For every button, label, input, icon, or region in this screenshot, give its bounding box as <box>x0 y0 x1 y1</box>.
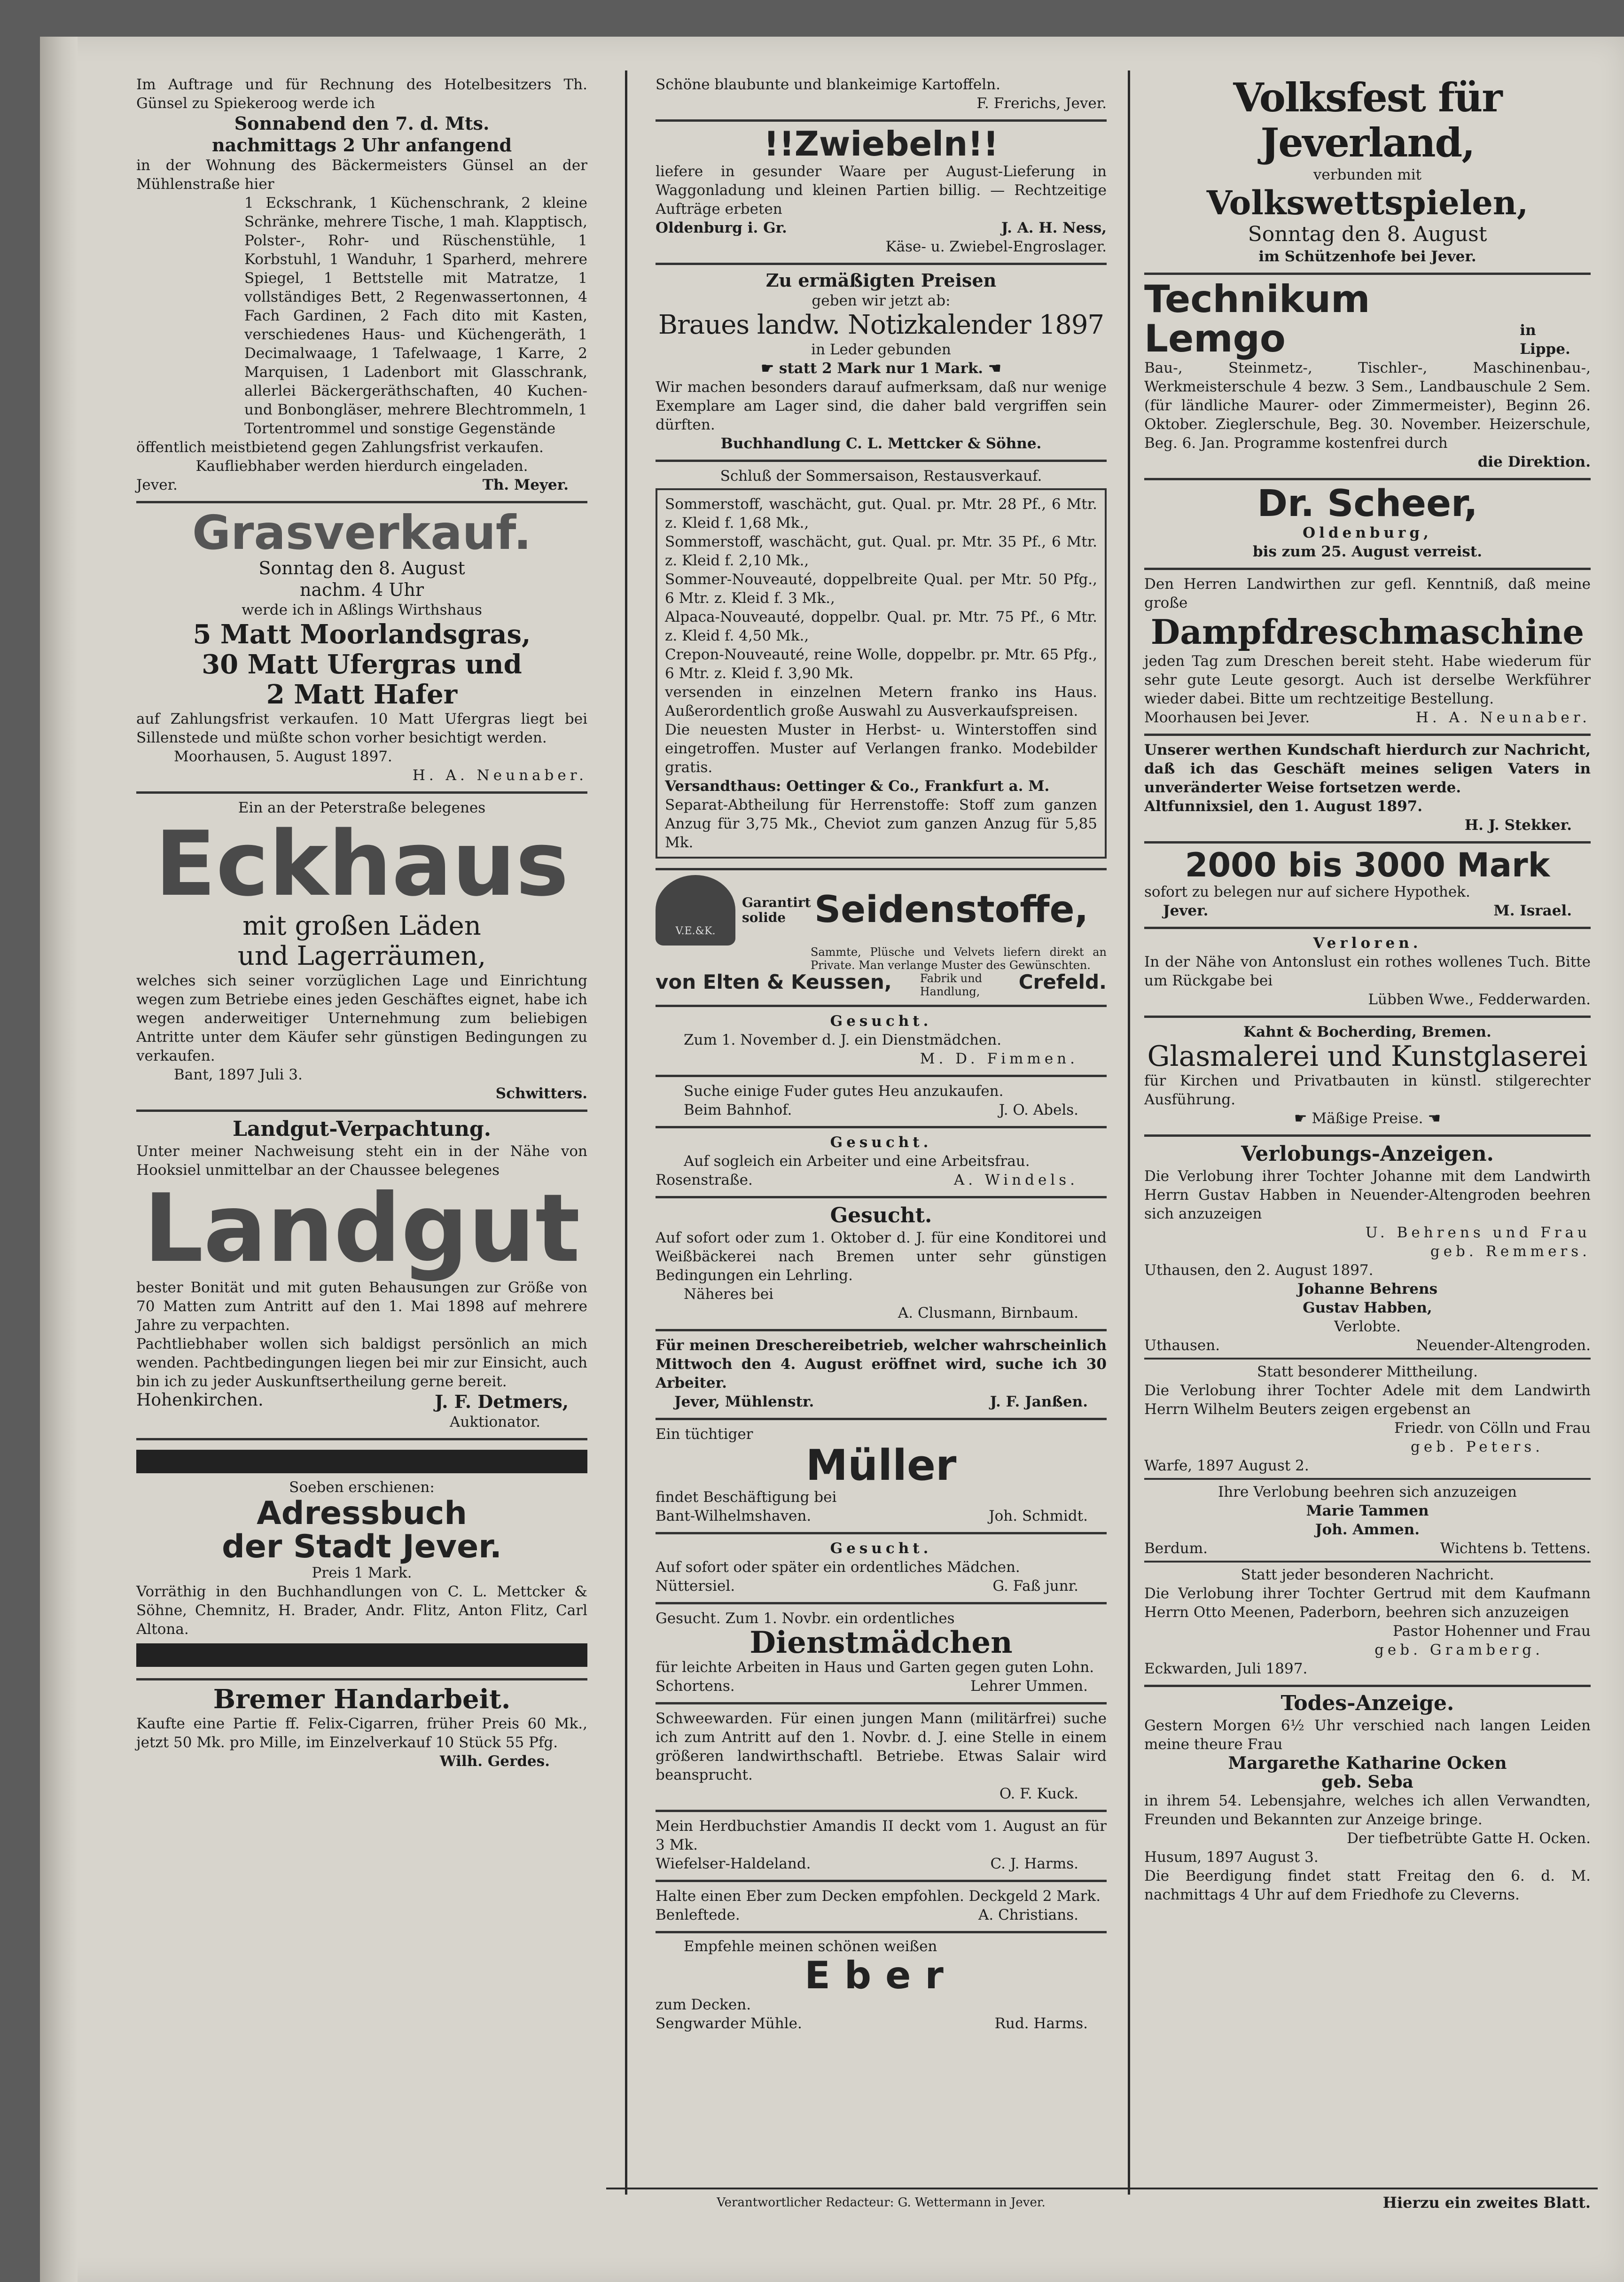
ad-sig: Lübben Wwe., Fedderwarden. <box>1368 991 1591 1008</box>
ad-eber-harms <box>656 1933 1107 2033</box>
ad-signature-row <box>656 1577 1107 1595</box>
ad-kartoffeln <box>656 70 1107 122</box>
ad-price-text: statt 2 Mark nur 1 Mark. <box>779 359 984 377</box>
e2-text: Die Verlobung ihrer Tochter Adele mit dem Landwirth Herrn Wilhelm Beuters zeigen ergebenst an <box>1144 1382 1591 1418</box>
ad-role: Auktionator. <box>449 1413 540 1430</box>
price-line: Alpaca-Nouveauté, doppelbr. Qual. pr. Mtr. 75 Pf., 6 Mtr. z. Kleid f. 4,50 Mk., <box>665 608 1097 644</box>
ad-sig: Th. Meyer. <box>482 477 569 493</box>
column-3 <box>1144 70 1591 2169</box>
ad-intro: Gesucht. Zum 1. Novbr. ein ordentliches <box>656 1610 955 1627</box>
column-1 <box>136 70 587 2169</box>
ad-title: Gesucht. <box>830 1540 932 1557</box>
ad-sig: die Direktion. <box>1477 453 1591 470</box>
ad-sig: Der tiefbetrübte Gatte H. Ocken. <box>1347 1830 1591 1847</box>
ad-title: Dienstmädchen <box>750 1625 1013 1661</box>
ad-title: 2000 bis 3000 Mark <box>1185 845 1550 884</box>
ad-place: Jever, Mühlenstr. <box>674 1393 814 1410</box>
ad-line3: 2 Matt Hafer <box>266 679 458 710</box>
ad-city: Oldenburg, <box>1303 524 1432 541</box>
footer-rule <box>606 2188 1598 2189</box>
ad-place: Bant, 1897 Juli 3. <box>174 1066 303 1083</box>
ad-title: Zu ermäßigten Preisen <box>765 269 997 291</box>
ad-text: Schöne blaubunte und blankeimige Kartoffeln. <box>656 76 1000 93</box>
ad-sig: G. Faß junr. <box>992 1578 1078 1595</box>
ad-more: Näheres bei <box>684 1285 773 1303</box>
e4-text: Die Verlobung ihrer Tochter Gertrud mit dem Kaufmann Herrn Otto Meenen, Paderborn, beehren sich anzuzeigen <box>1144 1585 1591 1621</box>
ad-firm-row <box>656 972 1107 998</box>
ad-sig: F. Frerichs, Jever. <box>976 95 1107 112</box>
ad-title: Müller <box>805 1440 957 1490</box>
ad-text1: bester Bonität und mit guten Behausungen zur Größe von 70 Matten zum Antritt auf den 1. Mai 1898 auf mehrere Jahre zu verpachten. <box>136 1279 587 1334</box>
ad-title: Seidenstoffe, <box>814 888 1089 931</box>
e4-sig1: Pastor Hohenner und Frau <box>1392 1623 1591 1640</box>
ad-text1: Gestern Morgen 6½ Uhr verschied nach langen Leiden meine theure Frau <box>1144 1717 1591 1753</box>
price-line: Crepon-Nouveauté, reine Wolle, doppelbr. pr. Mtr. 65 Pfg., 6 Mtr. z. Kleid f. 3,90 Mk. <box>665 646 1097 682</box>
ad-heu <box>656 1077 1107 1128</box>
ad-loc: in Lippe. <box>1520 322 1570 358</box>
ad-text: für Kirchen und Privatbauten in künstl. stilgerechter Ausführung. <box>1144 1072 1591 1109</box>
price-line: Sommerstoff, waschächt, gut. Qual. pr. Mtr. 35 Pf., 6 Mtr. z. Kleid f. 2,10 Mk., <box>665 533 1097 569</box>
ad-text: sofort zu belegen nur auf sichere Hypothek. <box>1144 883 1470 901</box>
ad-sig: M. Israel. <box>1493 902 1572 920</box>
footer-redacteur: Verantwortlicher Redacteur: G. Wettermann in Jever. <box>717 2196 1046 2210</box>
ad-text: Auf sogleich ein Arbeiter und eine Arbeitsfrau. <box>684 1152 1030 1170</box>
e1-sig1: U. Behrens und Frau <box>1365 1224 1591 1242</box>
ad-price-row: ☛ Mäßige Preise. ☚ <box>1294 1110 1441 1127</box>
ad-line2: 30 Matt Ufergras und <box>202 649 522 680</box>
ad-schweewarden <box>656 1704 1107 1812</box>
ad-title: Landgut-Verpachtung. <box>232 1117 492 1141</box>
ad-text: Für meinen Dreschereibetrieb, welcher wahrscheinlich Mittwoch den 4. August eröffnet wird, suche ich 30 Arbeiter. <box>656 1336 1107 1391</box>
ad-sig: Wilh. Gerdes. <box>439 1753 550 1770</box>
ad-dreschereibetrieb <box>656 1331 1107 1420</box>
ad-verloren <box>1144 929 1591 1018</box>
ad-sig: A. Clusmann, Birnbaum. <box>898 1304 1078 1321</box>
e1-name1: Johanne Behrens <box>1297 1281 1438 1298</box>
ad-text2: in ihrem 54. Lebensjahre, welches ich allen Verwandten, Freunden und Bekannten zur Anzeige bringe. <box>1144 1792 1591 1829</box>
e1-sig2: geb. Remmers. <box>1430 1243 1591 1260</box>
ad-text1: versenden in einzelnen Metern franko ins Haus. Außerordentlich große Auswahl zu Ausverkaufspreisen. <box>665 683 1097 719</box>
ad-title: Technikum Lemgo <box>1144 277 1370 360</box>
ad-bremer-handarbeit <box>136 1680 587 1771</box>
ad-text: Schweewarden. Für einen jungen Mann (militärfrei) suche ich zum Antritt auf den 1. Novbr. d. J. eine Stelle in einem größeren landwirthschaftl. Betriebe. Etwas Salair wird beansprucht. <box>656 1710 1107 1784</box>
ad-grasverkauf <box>136 503 587 794</box>
ad-place: Rosenstraße. <box>656 1171 753 1188</box>
ad-place: Moorhausen bei Jever. <box>1144 709 1310 726</box>
ad-signature-row <box>136 1391 587 1413</box>
ad-intro: Empfehle meinen schönen weißen <box>684 1938 937 1955</box>
ad-sig: C. J. Harms. <box>990 1855 1078 1873</box>
ad-gesucht-clusmann <box>656 1198 1107 1331</box>
ad-sub2: und Lagerräumen, <box>237 940 486 971</box>
ad-price: Mäßige Preise. <box>1312 1110 1423 1127</box>
e1-place: Uthausen, den 2. August 1897. <box>1144 1262 1374 1279</box>
ad-text: welches sich seiner vorzüglichen Lage und Einrichtung wegen zum Betriebe eines jeden Geschäftes eignet, habe ich wegen anderweitiger Unternehmung zum beliebigen Antritte unter dem Käufer sehr günstigen Bedingungen zu verkaufen. <box>136 972 587 1064</box>
ad-firm: Versandthaus: Oettinger & Co., Frankfurt a. M. <box>665 777 1050 795</box>
ad-line1: 5 Matt Moorlandsgras, <box>193 619 531 650</box>
ad-items: 1 Eckschrank, 1 Küchenschrank, 2 kleine Schränke, mehrere Tische, 1 mah. Klapptisch, Polster-, Rohr- und Rüschenstühle, 1 Korbstuhl, 1 Wanduhr, 1 Sparherd, mehrere Spiegel, 1 Bettstelle mit Matratze, 1 vollständiges Bett, 2 Regenwassertonnen, 4 Fach Gardinen, 2 Fach dito mit Kasten, verschiedenes Haus- und Küchengeräth, 1 Decimalwaage, 1 Tafelwaage, 1 Karre, 2 Marquisen, 1 Ladenbort mit Glasschrank, allerlei Bäckergeräthschaften, 40 Kuchen- und Bonbongläser, mehrere Blechtrommeln, 1 Tortentrommel und sonstige Gegenstände <box>244 195 587 437</box>
ad-text: Zum 1. November d. J. ein Dienstmädchen. <box>684 1031 1002 1048</box>
ad-title2: Volkswettspielen, <box>1206 183 1529 222</box>
ad-text: Sammte, Plüsche und Velvets liefern direkt an Private. Man verlange Muster des Gewünschten. <box>811 945 1107 972</box>
ad-place: Wiefelser-Haldeland. <box>656 1855 811 1873</box>
ad-bind: in Leder gebunden <box>811 341 951 358</box>
ad-text: Unserer werthen Kundschaft hierdurch zur Nachricht, daß ich das Geschäft meines seligen Vaters in unveränderter Weise fortsetzen werde. <box>1144 741 1591 796</box>
e3-places <box>1144 1539 1591 1563</box>
ad-title: Todes-Anzeige. <box>1280 1691 1454 1716</box>
ad-text: zum Decken. <box>656 1996 751 2014</box>
logo-text: V.E.&K. <box>675 925 716 937</box>
ad-signature-row <box>656 1677 1107 1696</box>
column-rule-right <box>1128 70 1130 2195</box>
ad-where: werde ich in Aßlings Wirthshaus <box>242 602 482 618</box>
ad-sig: A. Windels. <box>953 1171 1078 1188</box>
ad-place: Oldenburg i. Gr. <box>656 219 787 236</box>
ad-gesucht-fass <box>656 1534 1107 1604</box>
ad-glasmalerei <box>1144 1018 1591 1137</box>
ad-date: Sonntag den 8. August <box>1248 222 1487 246</box>
ad-volksfest <box>1144 70 1591 275</box>
ad-place: Altfunnixsiel, den 1. August 1897. <box>1144 797 1422 815</box>
ad-place: Nüttersiel. <box>656 1578 735 1595</box>
ad-signature-row <box>656 1906 1107 1924</box>
ad-text: Kaufte eine Partie ff. Felix-Cigarren, früher Preis 60 Mk., jetzt 50 Mk. pro Mille, im Einzelverkauf 10 Stück 55 Pfg. <box>136 1715 587 1751</box>
e2-head: Statt besonderer Mittheilung. <box>1257 1363 1478 1381</box>
ad-title: Gesucht. <box>830 1203 932 1227</box>
ad-sub1: mit großen Läden <box>242 910 481 941</box>
ad-gesucht-windels <box>656 1128 1107 1198</box>
ad-intro: Ein an der Peterstraße belegenes <box>238 799 486 816</box>
ad-landgut <box>136 1112 587 1440</box>
ad-text: liefere in gesunder Waare per August-Lieferung in Waggonladung und kleinen Partien billig. — Rechtzeitige Aufträge erbeten <box>656 163 1107 218</box>
ad-place: Hohenkirchen. <box>136 1390 264 1410</box>
ad-text: Wir machen besonders darauf aufmerksam, daß nur wenige Exemplare am Lager sind, die daher bald vergriffen sein dürften. <box>656 378 1107 433</box>
ad-time: nachm. 4 Uhr <box>300 579 424 600</box>
e1-name3: Verlobte. <box>1334 1318 1401 1336</box>
e4-sig2: geb. Gramberg. <box>1374 1641 1544 1659</box>
footer-zweites-blatt: Hierzu ein zweites Blatt. <box>1382 2194 1591 2212</box>
ad-role: Fabrik und Handlung, <box>920 971 983 998</box>
ad-intro: Ein tüchtiger <box>656 1425 753 1443</box>
ad-place: Bant-Wilhelmshaven. <box>656 1508 812 1525</box>
ad-signature-row <box>656 1392 1107 1411</box>
e2-place: Warfe, 1897 August 2. <box>1144 1456 1591 1480</box>
ad-hypothek <box>1144 844 1591 930</box>
ad-sig: Schwitters. <box>495 1085 587 1102</box>
ad-place-sig: Jever. <box>136 477 178 493</box>
ad-sig: H. J. Stekker. <box>1464 816 1572 834</box>
ad-text: für leichte Arbeiten in Haus und Garten gegen guten Lohn. <box>656 1659 1094 1676</box>
ad-place: Sengwarder Mühle. <box>656 2015 802 2032</box>
ad-title: Gesucht. <box>830 1012 932 1030</box>
beehive-logo-icon <box>656 875 735 946</box>
ad-text2: Pachtliebhaber wollen sich baldigst persönlich an mich wenden. Pachtbedingungen liegen bei mir zur Einsicht, auch bin ich zu jeder Auskunftsertheilung gerne bereit. <box>136 1335 587 1390</box>
ad-terms: öffentlich meistbietend gegen Zahlungsfrist verkaufen. <box>136 439 544 456</box>
e3-place1: Berdum. <box>1144 1540 1208 1557</box>
ad-title: Eckhaus <box>155 812 569 916</box>
e3-place2: Wichtens b. Tettens. <box>1440 1540 1591 1557</box>
ad-title: Eber <box>804 1954 958 1998</box>
ad-place: in der Wohnung des Bäckermeisters Günsel an der Mühlenstraße hier <box>136 157 587 193</box>
ad-place: Schortens. <box>656 1678 735 1695</box>
ad-title: Bremer Handarbeit. <box>213 1684 511 1715</box>
ad-intro: Im Auftrage und für Rechnung des Hotelbesitzers Th. Günsel zu Spiekeroog werde ich <box>136 76 587 112</box>
e1-name2: Gustav Habben, <box>1303 1299 1432 1317</box>
column-rule-left <box>625 70 627 2195</box>
ad-price: ☛ statt 2 Mark nur 1 Mark. ☚ <box>761 359 1001 377</box>
ad-sig: Rud. Harms. <box>994 2015 1088 2032</box>
e1-place1: Uthausen. <box>1144 1337 1220 1354</box>
e2-sig1: Friedr. von Cölln und Frau <box>1394 1420 1591 1437</box>
e4-head: Statt jeder besonderen Nachricht. <box>1241 1566 1494 1584</box>
e1-places <box>1144 1336 1591 1360</box>
ad-title: Glasmalerei und Kunstglaserei <box>1147 1040 1588 1073</box>
ad-firm: Buchhandlung C. L. Mettcker & Söhne. <box>720 435 1042 452</box>
ad-time: nachmittags 2 Uhr anfangend <box>211 134 512 156</box>
ad-signature-row <box>136 476 587 494</box>
e2-sig2: geb. Peters. <box>1411 1438 1544 1456</box>
ad-text: Auf sofort oder zum 1. Oktober d. J. für eine Konditorei und Weißbäckerei nach Bremen unter sehr günstigen Bedingungen ein Lehrling. <box>656 1229 1107 1284</box>
ad-text: In der Nähe von Antonslust ein rothes wollenes Tuch. Bitte um Rückgabe bei <box>1144 953 1591 990</box>
ad-dampfdreschmaschine <box>1144 570 1591 736</box>
page-binding <box>40 37 78 2282</box>
ad-intro: Den Herren Landwirthen zur gefl. Kenntniß, daß meine große <box>1144 575 1591 611</box>
ad-sig: M. D. Fimmen. <box>920 1050 1078 1067</box>
ad-verlobungs-anzeigen <box>1144 1137 1591 1687</box>
ad-technikum-lemgo <box>1144 275 1591 480</box>
ad-dienstmaedchen <box>656 1604 1107 1704</box>
ad-oettinger <box>656 462 1107 870</box>
ad-signature-row <box>656 1854 1107 1873</box>
ad-title: Schluß der Sommersaison, Restausverkauf. <box>720 467 1042 485</box>
ad-title: Dampfdreschmaschine <box>1150 611 1585 652</box>
ad-text: jeden Tag zum Dreschen bereit steht. Habe wiederum für sehr gute Leute gesorgt. Auch ist derselbe Werkführer wieder dabei. Bitte um rechtzeitige Bestellung. <box>1144 652 1591 707</box>
black-bar <box>136 1643 587 1667</box>
ad-signature-row <box>1144 708 1591 727</box>
ad-title: Verloren. <box>1313 935 1422 952</box>
ad-text: Halte einen Eber zum Decken empfohlen. Deckgeld 2 Mark. <box>656 1888 1101 1905</box>
ad-text: Auf sofort oder später ein ordentliches Mädchen. <box>656 1559 1020 1576</box>
ad-gesucht-fimmen <box>656 1007 1107 1077</box>
black-bar <box>136 1450 587 1473</box>
ad-sig: J. O. Abels. <box>999 1101 1078 1118</box>
ad-intro: Soeben erschienen: <box>289 1478 435 1496</box>
ad-sig: Lehrer Ummen. <box>970 1678 1088 1695</box>
ad-firm: Kahnt & Bocherding, Bremen. <box>1243 1024 1491 1041</box>
ad-name2: geb. Seba <box>1321 1772 1413 1792</box>
e3-name2: Joh. Ammen. <box>1315 1521 1420 1539</box>
ad-stekker <box>1144 736 1591 844</box>
ad-notizkalender <box>656 265 1107 462</box>
ad-adressbuch <box>136 1440 587 1681</box>
ad-name1: Margarethe Katharine Ocken <box>1228 1753 1507 1774</box>
e1-place2: Neuender-Altengroden. <box>1416 1337 1591 1354</box>
e1-text: Die Verlobung ihrer Tochter Johanne mit dem Landwirth Herrn Gustav Habben in Neuender-Altengroden beehren sich anzuzeigen <box>1144 1168 1591 1223</box>
ad-dr-scheer <box>1144 480 1591 570</box>
ad-todes-anzeige <box>1144 1687 1591 1904</box>
ad-firm: J. A. H. Ness, <box>1001 219 1107 236</box>
ad-date: Sonnabend den 7. d. Mts. <box>234 113 490 134</box>
ad-title: Gesucht. <box>830 1133 932 1151</box>
column-2 <box>656 70 1107 2169</box>
ad-pre: Garantirt solide <box>742 894 811 925</box>
ad-sig: H. A. Neunaber. <box>1415 709 1591 726</box>
ad-title: Grasverkauf. <box>192 505 531 560</box>
ad-sig: J. F. Detmers, <box>435 1391 569 1412</box>
e3-name1: Marie Tammen <box>1306 1502 1429 1520</box>
ad-sig: O. F. Kuck. <box>999 1785 1078 1803</box>
ad-sig: J. F. Janßen. <box>990 1393 1088 1410</box>
ad-signature-row <box>656 2014 1107 2033</box>
ad-text2: Die neuesten Muster in Herbst- u. Winterstoffen sind eingetroffen. Muster auf Verlangen franko. Modebilder gratis. <box>665 721 1097 776</box>
price-line: Sommerstoff, waschächt, gut. Qual. pr. Mtr. 28 Pf., 6 Mtr. z. Kleid f. 1,68 Mk., <box>665 495 1097 531</box>
ad-date: Sonntag den 8. August <box>258 558 465 578</box>
ad-signature-row <box>656 1507 1107 1525</box>
ad-text: bis zum 25. August verreist. <box>1253 543 1482 560</box>
ad-text: Mein Herdbuchstier Amandis II deckt vom 1. August an für 3 Mk. <box>656 1818 1107 1854</box>
ad-place: im Schützenhofe bei Jever. <box>1258 248 1476 265</box>
ad-header <box>1144 277 1591 360</box>
price-line: Sommer-Nouveauté, doppelbreite Qual. per Mtr. 50 Pfg., 6 Mtr. z. Kleid f. 3 Mk., <box>665 570 1097 607</box>
ad-role: Käse- u. Zwiebel-Engroslager. <box>885 238 1107 255</box>
ad-sig: H. A. Neunaber. <box>412 767 587 784</box>
ad-header <box>656 875 1107 946</box>
ad-text: Vorräthig in den Buchhandlungen von C. L. Mettcker & Söhne, Chemnitz, H. Brader, Andr. Flitz, Anton Flitz, Carl Altona. <box>136 1583 587 1638</box>
ad-signature-row <box>1144 901 1591 920</box>
ad-text: auf Zahlungsfrist verkaufen. 10 Matt Ufergras liegt bei Sillenstede und müßte schon vorher besichtigt werden. <box>136 711 587 746</box>
ad-place: Jever. <box>1163 902 1209 920</box>
ad-title: Verlobungs-Anzeigen. <box>1241 1142 1494 1166</box>
ad-text3: Die Beerdigung findet statt Freitag den 6. d. M. nachmittags 4 Uhr auf dem Friedhofe zu Cleverns. <box>1144 1868 1591 1904</box>
ad-title1: Adressbuch <box>257 1494 467 1532</box>
ad-sep: Separat-Abtheilung für Herrenstoffe: Stoff zum ganzen Anzug für 3,75 Mk., Cheviot zum ganzen Anzug für 5,85 Mk. <box>665 796 1097 851</box>
ad-signature-row <box>656 1101 1107 1119</box>
ad-box <box>656 488 1107 859</box>
ad-title: !!Zwiebeln!! <box>764 124 999 164</box>
ad-auction-guensel <box>136 70 587 503</box>
ad-eckhaus <box>136 794 587 1112</box>
ad-big: Braues landw. Notizkalender 1897 <box>658 309 1104 340</box>
ad-zwiebeln <box>656 122 1107 265</box>
ad-title2: der Stadt Jever. <box>222 1528 502 1565</box>
ad-eber-christians <box>656 1882 1107 1933</box>
ad-signature-row <box>656 219 1107 237</box>
ad-place: Beim Bahnhof. <box>684 1101 792 1118</box>
ad-city: Crefeld. <box>1018 970 1107 993</box>
ad-herdbuchstier <box>656 1812 1107 1882</box>
e3-text: Ihre Verlobung beehren sich anzuzeigen <box>1218 1484 1517 1501</box>
ad-signature-row <box>656 1171 1107 1189</box>
ad-intro: Unter meiner Nachweisung steht ein in der Nähe von Hooksiel unmittelbar an der Chaussee belegenes <box>136 1142 587 1179</box>
ad-firm: von Elten & Keussen, <box>656 970 892 993</box>
e4-place: Eckwarden, Juli 1897. <box>1144 1660 1308 1678</box>
ad-mueller <box>656 1420 1107 1535</box>
ad-title: Volksfest für Jeverland, <box>1233 74 1502 166</box>
ad-invite: Kaufliebhaber werden hierdurch eingeladen. <box>195 458 528 475</box>
ad-price: Preis 1 Mark. <box>312 1564 412 1582</box>
ad-sig: Joh. Schmidt. <box>989 1508 1088 1525</box>
ad-text: findet Beschäftigung bei <box>656 1489 837 1506</box>
ad-text: Bau-, Steinmetz-, Tischler-, Maschinenbau-, Werkmeisterschule 4 bezw. 3 Sem., Landbauschule 2 Sem. (für ländliche Maurer- oder Zimmermeister), Beginn 26. Oktober. Zieglerschule, Beg. 30. November. Heizerschule, Beg. 6. Jan. Programme kostenfrei durch <box>1144 359 1591 452</box>
ad-place: Benleftede. <box>656 1907 740 1924</box>
ad-title: Dr. Scheer, <box>1257 483 1478 525</box>
ad-sig: A. Christians. <box>978 1907 1078 1924</box>
ad-sub: geben wir jetzt ab: <box>812 292 951 309</box>
ad-place: Moorhausen, 5. August 1897. <box>174 748 392 765</box>
ad-text: Suche einige Fuder gutes Heu anzukaufen. <box>684 1082 1004 1100</box>
ad-place: Husum, 1897 August 3. <box>1144 1849 1319 1866</box>
ad-big: Landgut <box>143 1173 580 1283</box>
ad-sub: verbunden mit <box>1313 166 1422 183</box>
ad-seidenstoffe <box>656 870 1107 1007</box>
